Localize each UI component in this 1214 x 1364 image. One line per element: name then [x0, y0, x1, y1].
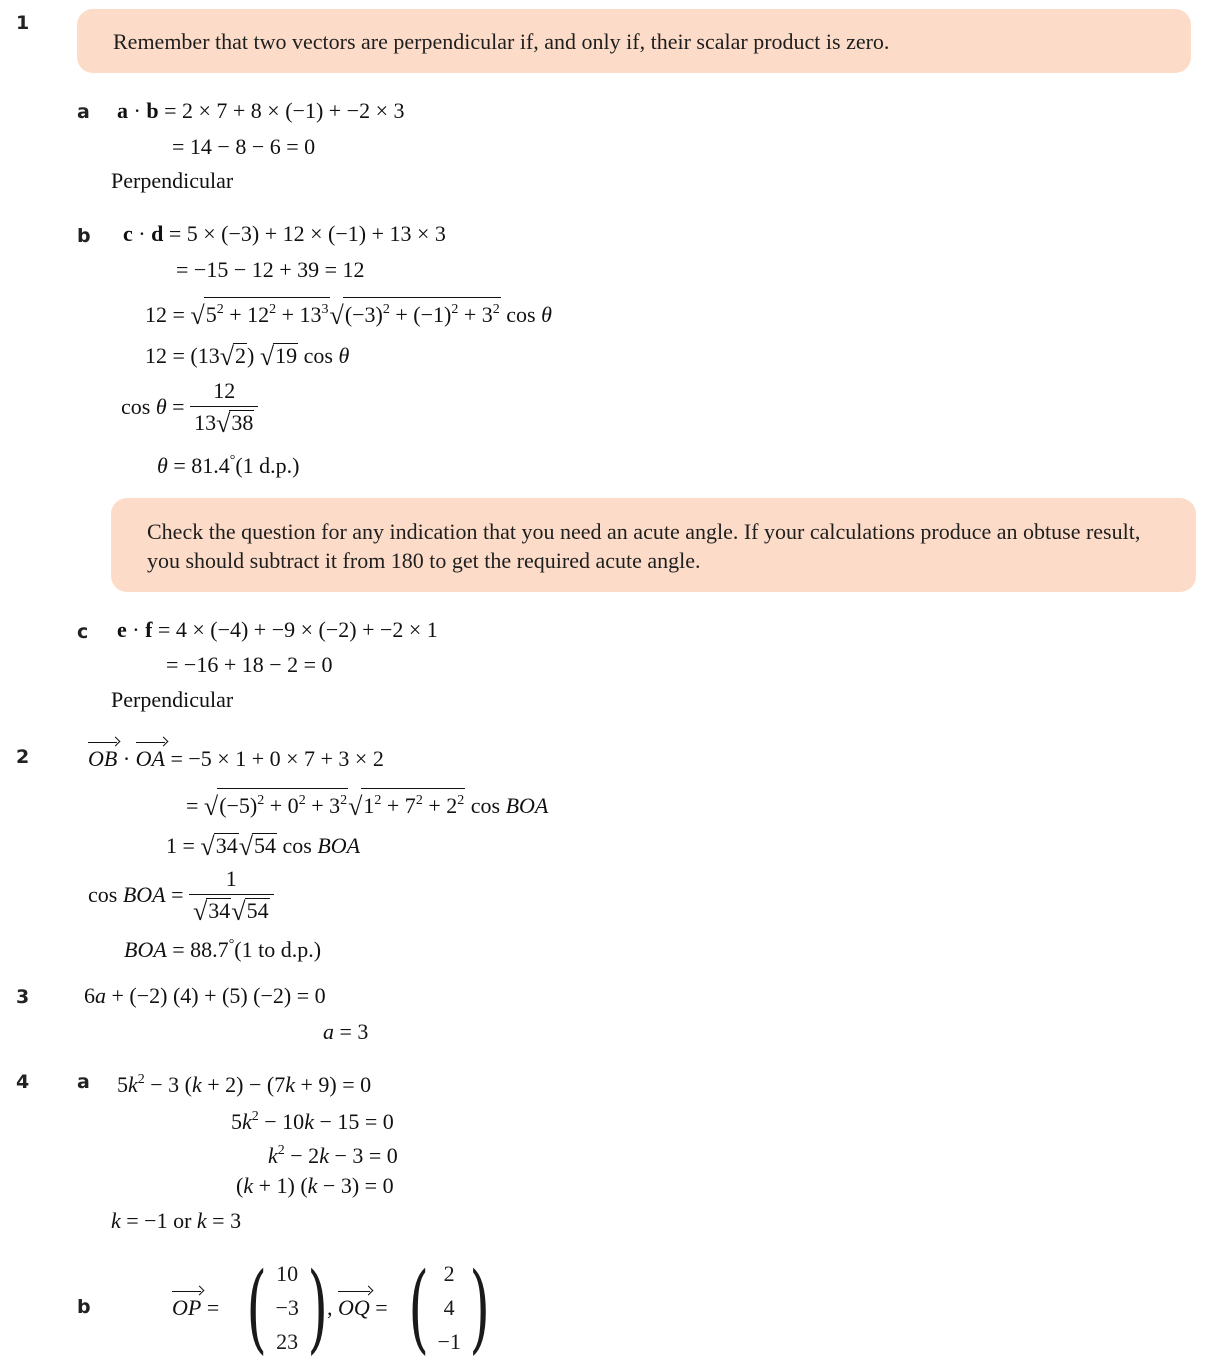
- hint-box: [111, 498, 1196, 592]
- equation-line: cos θ = $\frac{12}{13√38}$: [121, 378, 258, 436]
- equation-line: BOA = 88.7°(1 to d.p.): [124, 937, 322, 962]
- column-vector-op: ( 10 −3 23 ): [246, 1252, 328, 1364]
- equation-line: 1 = √34√54 cos BOA: [166, 832, 361, 861]
- equation-line: $12 = √5^2 + 12^2 + 13^3√(-3)^2 + (-1)^2 + 3^2$ cos θ: [145, 297, 552, 328]
- part-label: a: [77, 1071, 90, 1093]
- equation-line: 12 = (13√2) √19 cos θ: [145, 342, 350, 371]
- equation-line: , OQ =: [327, 1295, 388, 1320]
- equation-line: a · b = 2 × 7 + 8 × (−1) + −2 × 3: [117, 98, 405, 123]
- part-label: b: [77, 1296, 91, 1318]
- hint-text: Check the question for any indication that you need an acute angle. If your calculations produce an obtuse result, you should subtract it from 180 to get the required acute angle.: [147, 519, 1141, 573]
- column-vector-oq: ( 2 4 −1 ): [408, 1252, 490, 1364]
- vector-entry: 2: [443, 1261, 455, 1286]
- equation-line: (k + 1) (k − 3) = 0: [236, 1173, 394, 1198]
- equation-line: e · f = 4 × (−4) + −9 × (−2) + −2 × 1: [117, 617, 438, 642]
- question-number: 3: [16, 986, 30, 1008]
- part-label: a: [77, 101, 90, 123]
- equation-line: OB · OA = −5 × 1 + 0 × 7 + 3 × 2: [88, 746, 384, 771]
- vector-entry: −1: [437, 1329, 461, 1354]
- equation-line: = $√(-5)^2 + 0^2 + 3^2√1^2 + 7^2 + 2^2$ cos BOA: [186, 788, 548, 819]
- equation-line: c · d = 5 × (−3) + 12 × (−1) + 13 × 3: [123, 221, 446, 246]
- equation-line: 6a + (−2) (4) + (5) (−2) = 0: [84, 983, 326, 1008]
- equation-line: OP =: [172, 1295, 220, 1320]
- equation-line: $5k^2 - 3$ (k + 2) − (7k + 9) = 0: [117, 1072, 372, 1097]
- question-number: 2: [16, 746, 30, 768]
- vector-entry: 4: [443, 1295, 455, 1320]
- vector-entry: 23: [276, 1329, 299, 1354]
- part-label: b: [77, 225, 91, 247]
- hint-text: Remember that two vectors are perpendicular if, and only if, their scalar product is zero.: [113, 29, 890, 54]
- conclusion-text: Perpendicular: [111, 168, 234, 193]
- question-number: 4: [16, 1071, 30, 1093]
- equation-line: = −16 + 18 − 2 = 0: [166, 652, 333, 677]
- part-label: c: [77, 621, 89, 643]
- vector-entry: 10: [276, 1261, 299, 1286]
- vector-entry: −3: [275, 1295, 299, 1320]
- equation-line: a = 3: [323, 1019, 369, 1044]
- equation-line: k = −1 or k = 3: [111, 1208, 242, 1233]
- equation-line: $k^2 - 2k - 3 = 0$: [268, 1143, 398, 1168]
- conclusion-text: Perpendicular: [111, 687, 234, 712]
- question-number: 1: [16, 12, 30, 34]
- equation-line: θ = 81.4°(1 d.p.): [157, 453, 300, 478]
- equation-line: cos BOA = $\frac{1}{√34√54}$: [88, 866, 274, 924]
- equation-line: = 14 − 8 − 6 = 0: [172, 134, 316, 159]
- equation-line: $5k^2 - 10k - 15 = 0$: [231, 1109, 394, 1134]
- hint-box: [77, 9, 1191, 73]
- equation-line: = −15 − 12 + 39 = 12: [176, 257, 365, 282]
